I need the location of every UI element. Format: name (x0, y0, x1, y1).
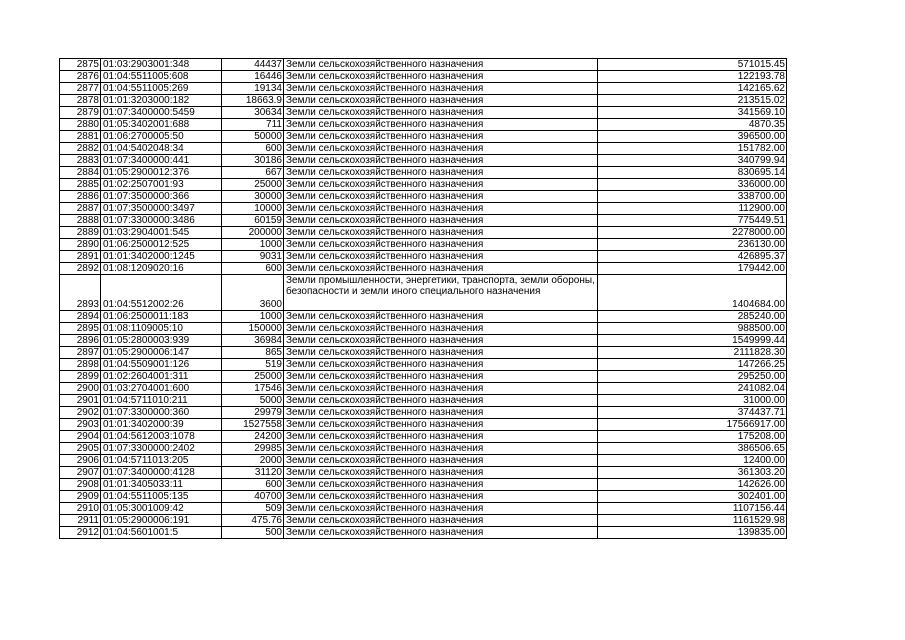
cadastral-value-cell: 1404684.00 (598, 275, 787, 311)
land-category-cell: Земли сельскохозяйственного назначения (284, 251, 598, 263)
area-cell: 1527558 (222, 419, 284, 431)
land-category-cell: Земли сельскохозяйственного назначения (284, 215, 598, 227)
area-cell: 30186 (222, 155, 284, 167)
area-cell: 30000 (222, 191, 284, 203)
cadastral-number-cell: 01:04:5511005:135 (101, 491, 222, 503)
cadastral-value-cell: 1107156.44 (598, 503, 787, 515)
cadastral-value-cell: 295250.00 (598, 371, 787, 383)
land-category-cell: Земли сельскохозяйственного назначения (284, 383, 598, 395)
cadastral-number-cell: 01:01:3405033:11 (101, 479, 222, 491)
row-number-cell: 2892 (60, 263, 101, 275)
table-row (60, 251, 787, 263)
row-number-cell: 2877 (60, 83, 101, 95)
row-number-cell: 2908 (60, 479, 101, 491)
table-row (60, 431, 787, 443)
table-row (60, 311, 787, 323)
table-row (60, 107, 787, 119)
row-number-cell: 2900 (60, 383, 101, 395)
area-cell: 1000 (222, 311, 284, 323)
cadastral-number-cell: 01:05:2900006:191 (101, 515, 222, 527)
row-number-cell: 2904 (60, 431, 101, 443)
row-number-cell: 2893 (60, 275, 101, 311)
table-row (60, 419, 787, 431)
table-row (60, 155, 787, 167)
cadastral-number-cell: 01:05:2900006:147 (101, 347, 222, 359)
cadastral-number-cell: 01:02:2507001:93 (101, 179, 222, 191)
land-category-cell: Земли сельскохозяйственного назначения (284, 227, 598, 239)
cadastral-number-cell: 01:07:3500000:3497 (101, 203, 222, 215)
cadastral-number-cell: 01:04:5612003:1078 (101, 431, 222, 443)
row-number-cell: 2881 (60, 131, 101, 143)
row-number-cell: 2887 (60, 203, 101, 215)
cadastral-value-cell: 147266.25 (598, 359, 787, 371)
area-cell: 25000 (222, 179, 284, 191)
row-number-cell: 2875 (60, 59, 101, 71)
area-cell: 600 (222, 143, 284, 155)
table-row (60, 479, 787, 491)
cadastral-number-cell: 01:06:2500012:525 (101, 239, 222, 251)
area-cell: 30634 (222, 107, 284, 119)
cadastral-number-cell: 01:05:3001009:42 (101, 503, 222, 515)
area-cell: 29985 (222, 443, 284, 455)
cadastral-value-cell: 285240.00 (598, 311, 787, 323)
table-row (60, 383, 787, 395)
row-number-cell: 2905 (60, 443, 101, 455)
cadastral-value-cell: 338700.00 (598, 191, 787, 203)
land-category-cell: Земли сельскохозяйственного назначения (284, 119, 598, 131)
table-row (60, 215, 787, 227)
row-number-cell: 2878 (60, 95, 101, 107)
area-cell: 36984 (222, 335, 284, 347)
land-category-cell: Земли сельскохозяйственного назначения (284, 335, 598, 347)
land-category-cell: Земли сельскохозяйственного назначения (284, 131, 598, 143)
cadastral-value-cell: 213515.02 (598, 95, 787, 107)
table-row (60, 323, 787, 335)
cadastral-value-cell: 988500.00 (598, 323, 787, 335)
cadastral-number-cell: 01:06:2700005:50 (101, 131, 222, 143)
table-row (60, 227, 787, 239)
land-plot-table (59, 58, 787, 539)
cadastral-number-cell: 01:07:3300000:3486 (101, 215, 222, 227)
row-number-cell: 2896 (60, 335, 101, 347)
land-category-cell: Земли сельскохозяйственного назначения (284, 347, 598, 359)
area-cell: 10000 (222, 203, 284, 215)
cadastral-value-cell: 1161529.98 (598, 515, 787, 527)
row-number-cell: 2891 (60, 251, 101, 263)
table-row (60, 347, 787, 359)
table-row (60, 83, 787, 95)
land-category-cell: Земли сельскохозяйственного назначения (284, 359, 598, 371)
area-cell: 200000 (222, 227, 284, 239)
table-row (60, 71, 787, 83)
land-category-cell: Земли сельскохозяйственного назначения (284, 155, 598, 167)
cadastral-value-cell: 142165.62 (598, 83, 787, 95)
cadastral-number-cell: 01:04:5512002:26 (101, 275, 222, 311)
area-cell: 1000 (222, 239, 284, 251)
area-cell: 16446 (222, 71, 284, 83)
land-category-cell: Земли сельскохозяйственного назначения (284, 95, 598, 107)
table-row (60, 95, 787, 107)
cadastral-number-cell: 01:04:5511005:269 (101, 83, 222, 95)
table-row (60, 335, 787, 347)
land-category-cell: Земли сельскохозяйственного назначения (284, 167, 598, 179)
row-number-cell: 2889 (60, 227, 101, 239)
area-cell: 50000 (222, 131, 284, 143)
table-row (60, 527, 787, 539)
area-cell: 711 (222, 119, 284, 131)
cadastral-value-cell: 175208.00 (598, 431, 787, 443)
cadastral-number-cell: 01:07:3400000:4128 (101, 467, 222, 479)
land-category-cell: Земли сельскохозяйственного назначения (284, 239, 598, 251)
area-cell: 18663.9 (222, 95, 284, 107)
table-row (60, 203, 787, 215)
row-number-cell: 2898 (60, 359, 101, 371)
table-row (60, 191, 787, 203)
area-cell: 29979 (222, 407, 284, 419)
land-category-cell: Земли сельскохозяйственного назначения (284, 503, 598, 515)
area-cell: 500 (222, 527, 284, 539)
row-number-cell: 2906 (60, 455, 101, 467)
land-category-cell: Земли сельскохозяйственного назначения (284, 515, 598, 527)
area-cell: 17546 (222, 383, 284, 395)
row-number-cell: 2897 (60, 347, 101, 359)
land-category-cell: Земли сельскохозяйственного назначения (284, 443, 598, 455)
cadastral-value-cell: 336000.00 (598, 179, 787, 191)
table-row (60, 131, 787, 143)
land-category-cell: Земли сельскохозяйственного назначения (284, 407, 598, 419)
cadastral-number-cell: 01:01:3402000:39 (101, 419, 222, 431)
table-row (60, 179, 787, 191)
table-row (60, 467, 787, 479)
table-row (60, 515, 787, 527)
table-row (60, 443, 787, 455)
cadastral-number-cell: 01:04:5711013:205 (101, 455, 222, 467)
cadastral-number-cell: 01:03:2903001:348 (101, 59, 222, 71)
cadastral-value-cell: 122193.78 (598, 71, 787, 83)
cadastral-number-cell: 01:06:2500011:183 (101, 311, 222, 323)
row-number-cell: 2882 (60, 143, 101, 155)
row-number-cell: 2884 (60, 167, 101, 179)
area-cell: 25000 (222, 371, 284, 383)
cadastral-value-cell: 374437.71 (598, 407, 787, 419)
cadastral-number-cell: 01:08:1109005:10 (101, 323, 222, 335)
cadastral-number-cell: 01:03:2904001:545 (101, 227, 222, 239)
area-cell: 5000 (222, 395, 284, 407)
cadastral-number-cell: 01:02:2604001:311 (101, 371, 222, 383)
area-cell: 19134 (222, 83, 284, 95)
table-row (60, 503, 787, 515)
cadastral-value-cell: 17566917.00 (598, 419, 787, 431)
cadastral-number-cell: 01:07:3300000:360 (101, 407, 222, 419)
area-cell: 3600 (222, 275, 284, 311)
land-category-cell: Земли сельскохозяйственного назначения (284, 455, 598, 467)
cadastral-value-cell: 2278000.00 (598, 227, 787, 239)
area-cell: 600 (222, 479, 284, 491)
table-row (60, 395, 787, 407)
area-cell: 150000 (222, 323, 284, 335)
land-category-cell: Земли сельскохозяйственного назначения (284, 263, 598, 275)
cadastral-value-cell: 151782.00 (598, 143, 787, 155)
land-category-cell: Земли сельскохозяйственного назначения (284, 371, 598, 383)
row-number-cell: 2883 (60, 155, 101, 167)
area-cell: 509 (222, 503, 284, 515)
land-category-cell: Земли сельскохозяйственного назначения (284, 323, 598, 335)
row-number-cell: 2888 (60, 215, 101, 227)
cadastral-value-cell: 12400.00 (598, 455, 787, 467)
cadastral-value-cell: 341569.10 (598, 107, 787, 119)
cadastral-number-cell: 01:05:2900012:376 (101, 167, 222, 179)
table-row (60, 491, 787, 503)
area-cell: 9031 (222, 251, 284, 263)
area-cell: 24200 (222, 431, 284, 443)
area-cell: 40700 (222, 491, 284, 503)
cadastral-number-cell: 01:04:5511005:608 (101, 71, 222, 83)
cadastral-number-cell: 01:04:5402048:34 (101, 143, 222, 155)
cadastral-number-cell: 01:07:3400000:5459 (101, 107, 222, 119)
land-category-cell: Земли сельскохозяйственного назначения (284, 107, 598, 119)
land-category-cell: Земли сельскохозяйственного назначения (284, 179, 598, 191)
area-cell: 475.76 (222, 515, 284, 527)
land-category-cell: Земли сельскохозяйственного назначения (284, 479, 598, 491)
land-category-cell: Земли сельскохозяйственного назначения (284, 527, 598, 539)
row-number-cell: 2876 (60, 71, 101, 83)
cadastral-number-cell: 01:04:5711010:211 (101, 395, 222, 407)
cadastral-value-cell: 302401.00 (598, 491, 787, 503)
row-number-cell: 2879 (60, 107, 101, 119)
cadastral-number-cell: 01:05:2800003:939 (101, 335, 222, 347)
row-number-cell: 2899 (60, 371, 101, 383)
cadastral-number-cell: 01:01:3203000:182 (101, 95, 222, 107)
cadastral-value-cell: 241082.04 (598, 383, 787, 395)
land-category-cell: Земли сельскохозяйственного назначения (284, 59, 598, 71)
land-category-cell: Земли сельскохозяйственного назначения (284, 203, 598, 215)
cadastral-number-cell: 01:01:3402000:1245 (101, 251, 222, 263)
area-cell: 667 (222, 167, 284, 179)
cadastral-number-cell: 01:07:3300000:2402 (101, 443, 222, 455)
land-category-cell: Земли сельскохозяйственного назначения (284, 71, 598, 83)
table-row (60, 59, 787, 71)
table-row (60, 407, 787, 419)
cadastral-number-cell: 01:07:3500000:366 (101, 191, 222, 203)
area-cell: 31120 (222, 467, 284, 479)
cadastral-value-cell: 179442.00 (598, 263, 787, 275)
cadastral-value-cell: 142626.00 (598, 479, 787, 491)
row-number-cell: 2895 (60, 323, 101, 335)
row-number-cell: 2911 (60, 515, 101, 527)
land-category-cell: Земли сельскохозяйственного назначения (284, 191, 598, 203)
table-row (60, 167, 787, 179)
land-category-cell: Земли сельскохозяйственного назначения (284, 83, 598, 95)
area-cell: 865 (222, 347, 284, 359)
cadastral-value-cell: 361303.20 (598, 467, 787, 479)
table-row (60, 263, 787, 275)
cadastral-value-cell: 236130.00 (598, 239, 787, 251)
table-row (60, 455, 787, 467)
cadastral-value-cell: 340799.94 (598, 155, 787, 167)
cadastral-value-cell: 2111828.30 (598, 347, 787, 359)
land-category-cell: Земли сельскохозяйственного назначения (284, 395, 598, 407)
row-number-cell: 2909 (60, 491, 101, 503)
area-cell: 519 (222, 359, 284, 371)
row-number-cell: 2903 (60, 419, 101, 431)
land-category-cell: Земли сельскохозяйственного назначения (284, 143, 598, 155)
land-category-cell: Земли сельскохозяйственного назначения (284, 419, 598, 431)
cadastral-value-cell: 4870.35 (598, 119, 787, 131)
land-category-cell: Земли сельскохозяйственного назначения (284, 311, 598, 323)
cadastral-number-cell: 01:05:3402001:688 (101, 119, 222, 131)
cadastral-value-cell: 386506.65 (598, 443, 787, 455)
cadastral-number-cell: 01:08:1209020:16 (101, 263, 222, 275)
row-number-cell: 2890 (60, 239, 101, 251)
row-number-cell: 2886 (60, 191, 101, 203)
cadastral-number-cell: 01:07:3400000:441 (101, 155, 222, 167)
area-cell: 600 (222, 263, 284, 275)
table-body (60, 59, 787, 539)
land-category-cell: Земли сельскохозяйственного назначения (284, 491, 598, 503)
cadastral-value-cell: 139835.00 (598, 527, 787, 539)
cadastral-number-cell: 01:04:5601001:5 (101, 527, 222, 539)
table-row (60, 119, 787, 131)
cadastral-number-cell: 01:03:2704001:600 (101, 383, 222, 395)
cadastral-value-cell: 31000.00 (598, 395, 787, 407)
row-number-cell: 2902 (60, 407, 101, 419)
area-cell: 60159 (222, 215, 284, 227)
area-cell: 2000 (222, 455, 284, 467)
table-row (60, 143, 787, 155)
table-row (60, 371, 787, 383)
table-row (60, 359, 787, 371)
row-number-cell: 2894 (60, 311, 101, 323)
land-category-cell: Земли сельскохозяйственного назначения (284, 467, 598, 479)
table-row (60, 275, 787, 311)
row-number-cell: 2910 (60, 503, 101, 515)
row-number-cell: 2907 (60, 467, 101, 479)
cadastral-value-cell: 112900.00 (598, 203, 787, 215)
land-category-cell: Земли сельскохозяйственного назначения (284, 431, 598, 443)
cadastral-value-cell: 1549999.44 (598, 335, 787, 347)
row-number-cell: 2885 (60, 179, 101, 191)
cadastral-value-cell: 571015.45 (598, 59, 787, 71)
area-cell: 44437 (222, 59, 284, 71)
cadastral-value-cell: 396500.00 (598, 131, 787, 143)
row-number-cell: 2912 (60, 527, 101, 539)
cadastral-value-cell: 426895.37 (598, 251, 787, 263)
row-number-cell: 2880 (60, 119, 101, 131)
cadastral-value-cell: 830695.14 (598, 167, 787, 179)
land-category-cell: Земли промышленности, энергетики, транспорта, земли обороны, безопасности и земли иного специального назначения (284, 275, 598, 311)
row-number-cell: 2901 (60, 395, 101, 407)
cadastral-number-cell: 01:04:5509001:126 (101, 359, 222, 371)
cadastral-value-cell: 775449.51 (598, 215, 787, 227)
table-row (60, 239, 787, 251)
